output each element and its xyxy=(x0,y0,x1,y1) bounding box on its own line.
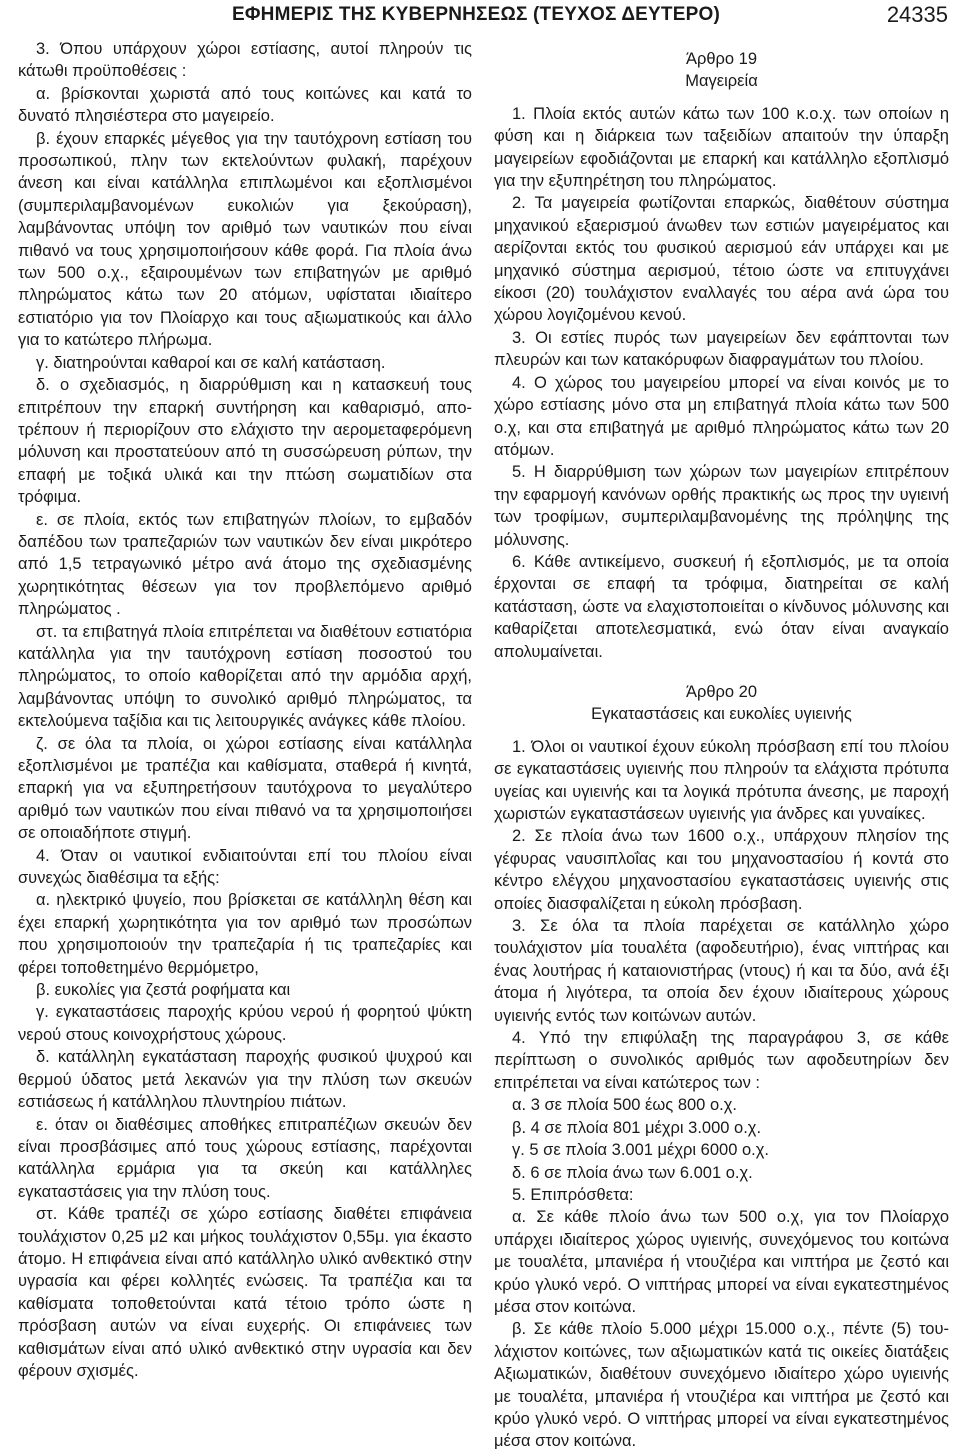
paragraph: α. Σε κάθε πλοίο άνω των 500 ο.χ, για τον Πλοίαρχο υπάρχει ιδιαίτερος χώρος υγιεινής, συνεχόμενος του κοιτώνα με τουαλέτα, μπανιέρα ή ντουζιέρα και νιπτήρα με ζεστό και κρύο γλυκό νερό. Ο νιπτήρας μπορεί να είναι εγκατεστημένος μέσα στον κοιτώνα. xyxy=(494,1208,949,1316)
article-20-title: Εγκαταστάσεις και ευκολίες υγιεινής xyxy=(591,705,852,724)
paragraph: α. βρίσκονται χωριστά από τους κοιτώνες και κατά το δυνατό πλησιέστερα στο μαγειρείο. xyxy=(18,84,472,126)
list-item: γ. 5 σε πλοία 3.001 μέχρι 6000 ο.χ. xyxy=(512,1141,769,1160)
paragraph: 3. Οι εστίες πυρός των μαγειρείων δεν εφάπτονται των πλευρών και των κατακόρυφων διαφραγμάτων του πλοίου. xyxy=(494,328,949,370)
paragraph: 4. Όταν οι ναυτικοί ενδιαιτούνται επί του πλοίου είναι συνεχώς διαθέσιμα τα εξής: xyxy=(18,846,472,888)
paragraph: 4. Ο χώρος του μαγειρείου μπορεί να είναι κοινός με το χώρο εστίασης μόνο στα μη επιβατηγά πλοία κάτω των 500 ο.χ, και στα επιβατηγά με αριθμό πληρώματος κάτω των 20 ατόμων. xyxy=(494,373,949,459)
paragraph: γ. διατηρούνται καθαροί και σε καλή κατάσταση. xyxy=(36,353,386,372)
spacer xyxy=(494,726,949,736)
list-item: δ. 6 σε πλοία άνω των 6.001 ο.χ. xyxy=(512,1163,753,1182)
page-number: 24335 xyxy=(886,2,948,27)
spacer xyxy=(494,38,949,48)
list-item: α. 3 σε πλοία 500 έως 800 ο.χ. xyxy=(512,1096,737,1115)
paragraph: στ. τα επιβατηγά πλοία επιτρέπεται να διαθέτουν εστιατόρια κατάλληλα για την ταυτόχρονη εστίαση ποσοστού του πληρώματος, το οποίο καθορίζεται από την αρμόδια αρχή, λαμβάνοντας υπόψη το συνολικό αριθμό πληρώματος, τα εκτελούμενα ταξίδια και τις λειτουργικές ανάγκες κάθε πλοίου. xyxy=(18,622,472,731)
spacer xyxy=(494,93,949,103)
article-19-title: Μαγειρεία xyxy=(685,72,758,91)
paragraph: 2. Τα μαγειρεία φωτίζονται επαρκώς, διαθέτουν σύστημα μηχανικού εξαερισμού άνωθεν των εστιών μαγειρέματος και αερίζονται εκτός του φυσικού αερισμού εάν υπάρχει και με μηχανικό σύστημα αερισμού, τέτοιο ώστε να επιτυγχάνει είκοσι (20) τουλάχιστον εναλλαγές του αέρα ανά ώρα του χώρου λογιζομένου κενού. xyxy=(494,194,949,325)
paragraph: β. έχουν επαρκές μέγεθος για την ταυτόχρονη εστίαση του προσωπικού, πλην των εκτελούντων φυλακή, παρέχουν άνεση και είναι κατάλληλα επιπλωμένοι και εξοπλισμένοι (συμπεριλαμβανομένων ευκολιών για ξεκούραση), λαμβάνοντας υπόψη τον αριθμό των ναυτικών που είναι πιθανό να τους χρησιμοποιήσουν κάθε φορά. Για πλοία άνω των 500 ο.χ., εξαιρουμένων των επιβατηγών με αριθμό πληρώματος κάτω των 20 ατόμων, υφίσταται ιδιαίτερο εστιατόριο για τον Πλοίαρχο και τους αξιωματικούς και άλλο για το κατώτερο πλήρωμα. xyxy=(18,129,472,350)
paragraph: 3. Σε όλα τα πλοία παρέχεται σε κατάλληλο χώρο τουλάχιστον μία τουαλέτα (αφοδευτήριο), ένας νιπτήρας και ένας λουτήρας ή καταιονιστήρας (ντους) ή και τα δύο, ανά έξι άτομα ή λιγότερα, τα οποία δεν έχουν ιδιαίτερους χώρους υγιεινής εντός των κοιτώνων αυτών. xyxy=(494,917,949,1025)
list-item: β. 4 σε πλοία 801 μέχρι 3.000 ο.χ. xyxy=(512,1118,762,1137)
paragraph: δ. κατάλληλη εγκατάσταση παροχής φυσικού ψυχρού και θερμού ύδατος μετά λεκανών για την πλύση των σκευών εστιάσεως ή κατάλληλου πλυντηρίου πιάτων. xyxy=(18,1048,472,1112)
page-header xyxy=(0,0,960,34)
article-19-number: Άρθρο 19 xyxy=(685,50,758,68)
paragraph: ε. όταν οι διαθέσιμες αποθήκες επιτραπέζιων σκευών δεν είναι προσβάσιμες από τους χώρους εστίασης, παρέχονται κατάλληλα ερμάρια για τα σκεύη και κατάλληλες εγκαταστάσεις για την πλύση τους. xyxy=(18,1115,472,1201)
paragraph: β. ευκολίες για ζεστά ροφήματα και xyxy=(36,981,291,1000)
right-column xyxy=(494,38,949,1453)
paragraph: α. ηλεκτρικό ψυγείο, που βρίσκεται σε κατάλληλη θέση και έχει επαρκή χωρητικότητα για τον αριθμό των προσώπων που χρησιμοποιούν την τραπεζαρία ή τις τραπεζαρίες και φέρει τοποθετημένο θερμόμετρο, xyxy=(18,891,472,977)
left-column xyxy=(18,38,472,1382)
paragraph: 4. Υπό την επιφύλαξη της παραγράφου 3, σε κάθε περίπτωση ο συνολικός αριθμός των αφοδευτηρίων δεν επιτρέπεται να είναι κατώτερος των : xyxy=(494,1029,949,1092)
paragraph: ε. σε πλοία, εκτός των επιβατηγών πλοίων, το εμβαδόν δαπέδου των τραπεζαριών των ναυτικών δεν είναι μικρότερο από 1,5 τετραγωνικό μέτρο ανά άτομο της σχεδιασμένης χωρητικότητας θέσεων για τον προβλεπόμενο αριθμό πληρώματος . xyxy=(18,510,472,619)
paragraph: 5. Η διαρρύθμιση των χώρων των μαγειρίων επιτρέπουν την εφαρμογή κανόνων ορθής πρακτικής ως προς την υγιεινή των τροφίμων, συμπεριλαμβανομένης της πρόληψης της μόλυνσης. xyxy=(494,463,949,549)
paragraph: στ. Κάθε τραπέζι σε χώρο εστίασης διαθέτει επιφάνεια τουλάχιστον 0,25 μ2 και μήκος τουλάχιστον 0,55μ. για έκαστο άτομο. Η επιφάνεια είναι από κατάλληλο υλικό ανθεκτικό στην υγρασία και φέρει κολλητές ενώσεις. Τα τραπέζια και τα καθίσματα τοποθετούνται κατά τέτοιο τρόπο ώστε η πρόσβαση αυτών να είναι ευχερής. Οι επιφάνειες των καθισμάτων είναι από υλικό ανθεκτικό στην υγρασία και δεν φέρουν σχισμές. xyxy=(18,1205,472,1380)
paragraph: 5. Επιπρόσθετα: xyxy=(512,1185,634,1204)
paragraph: 6. Κάθε αντικείμενο, συσκευή ή εξοπλισμός, με τα οποία έρχονται σε επαφή τα τρόφιμα, διατηρείται σε καλή κατάσταση, ώστε να ελαχιστοποιείται ο κίνδυνος μόλυνσης και καθαρίζεται αποτελεσματικά, ενώ όταν είναι αναγκαίο απολυμαίνεται. xyxy=(494,552,949,661)
paragraph: 3. Όπου υπάρχουν χώροι εστίασης, αυτοί πληρούν τις κάτωθι προϋποθέσεις : xyxy=(18,40,472,81)
paragraph: 1. Πλοία εκτός αυτών κάτω των 100 κ.ο.χ. των οποίων η φύση και η διάρκεια των ταξειδίων απαιτούν την ύπαρξη μαγειρείων εφοδιάζονται με επαρκή και κατάλληλο εξοπλισμό για την εξυπηρέτηση του πληρώματος. xyxy=(494,104,949,191)
article-20-number: Άρθρο 20 xyxy=(685,682,758,701)
paragraph: δ. ο σχεδιασμός, η διαρρύθμιση και η κατασκευή τους επιτρέπουν την επαρκή συντήρηση και καθαρισμό, αποτρέπουν ή περιορίζουν στο ελάχιστο την αερομεταφερόμενη μόλυνση και προστατεύουν από τη συσσώρευση ρύπων, την επαφή με τοξικά υλικά και την πτώση σωματιδίων στα τρόφιμα. xyxy=(18,376,472,507)
spacer xyxy=(494,663,949,681)
gazette-title: ΕΦΗΜΕΡΙΣ ΤΗΣ ΚΥΒΕΡΝΗΣΕΩΣ (ΤΕΥΧΟΣ ΔΕΥΤΕΡΟ) xyxy=(232,4,720,25)
paragraph: ζ. σε όλα τα πλοία, οι χώροι εστίασης είναι κατάλληλα εξοπλισμένοι με τραπέζια και καθίσματα, σταθερά ή κινητά, επαρκή για να εξυπηρετήσουν ταυτόχρονα το μεγαλύτερο αριθμό των ναυτικών που είναι πιθανό να τα χρησιμοποιήσει σε οποιαδήποτε στιγμή. xyxy=(18,734,472,843)
paragraph: 1. Όλοι οι ναυτικοί έχουν εύκολη πρόσβαση επί του πλοίου σε εγκαταστάσεις υγιεινής που πληρούν τα ελάχιστα πρότυπα υγείας και υγιεινής και τα λογικά πρότυπα άνεσης, με παροχή χωριστών εγκαταστάσεων υγιεινής για άνδρες και γυναίκες. xyxy=(494,737,949,823)
paragraph: 2. Σε πλοία άνω των 1600 ο.χ., υπάρχουν πλησίον της γέφυρας ναυσιπλοΐας και του μηχανοστασίου ή κοντά στο κέντρο ελέγχου μηχανοστασίου εγκαταστάσεις υγιεινής στις οποίες διασφαλίζεται η εύκολη πρόσβαση. xyxy=(494,827,949,913)
paragraph: β. Σε κάθε πλοίο 5.000 μέχρι 15.000 ο.χ., πέντε (5) τουλάχιστον κοιτώνες, των αξιωματικών κατά τις οικείες διατάξεις Αξιωματικών, διαθέτουν συνεχόμενο ιδιαίτερο χώρο υγιεινής με τουαλέτα, μπανιέρα ή ντουζιέρα και νιπτήρα με ζεστό και κρύο γλυκό νερό. Ο νιπτήρας μπορεί να είναι εγκατεστημένος μέσα στον κοιτώνα. xyxy=(494,1320,949,1451)
paragraph: γ. εγκαταστάσεις παροχής κρύου νερού ή φορητού ψύκτη νερού στους κοινοχρήστους χώρους. xyxy=(18,1003,472,1044)
